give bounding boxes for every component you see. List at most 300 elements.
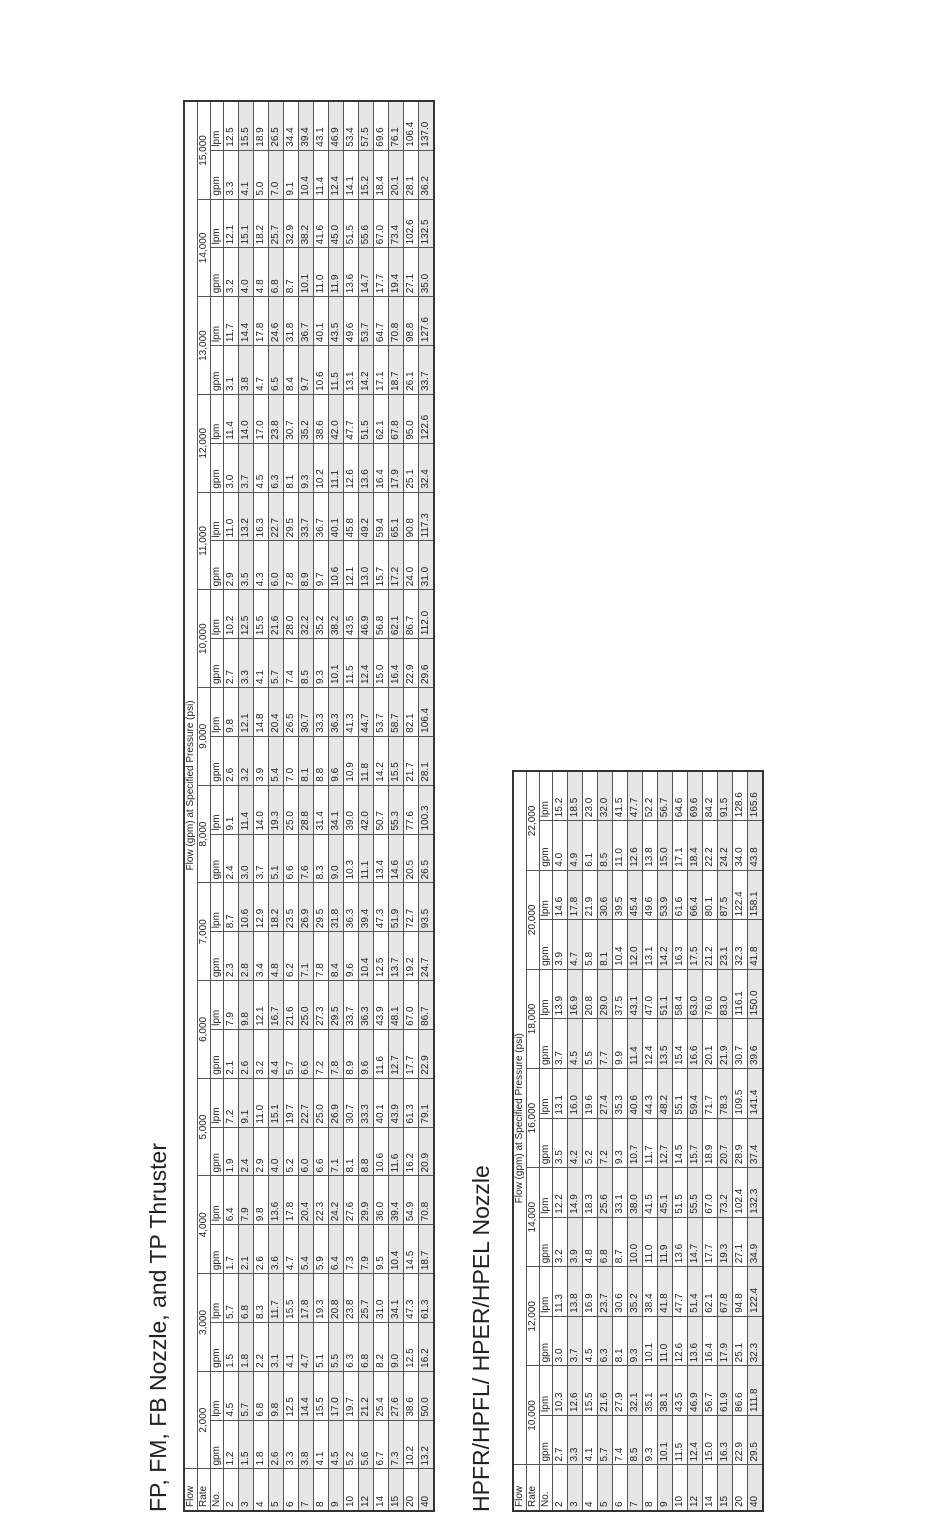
- flow-cell: 17.1: [673, 821, 688, 871]
- flow-cell: 5.7: [239, 1371, 254, 1420]
- flow-cell: 31.0: [419, 541, 435, 590]
- flow-cell: 55.6: [359, 199, 374, 248]
- flow-cell: 33.7: [344, 981, 359, 1030]
- flow-cell: 26.5: [284, 688, 299, 737]
- flow-cell: 26.5: [269, 101, 284, 150]
- flow-cell: 25.7: [269, 199, 284, 248]
- unit-gpm: gpm: [540, 1118, 553, 1168]
- flow-cell: 25.4: [374, 1371, 389, 1420]
- unit-gpm: gpm: [540, 920, 553, 970]
- flow-cell: 19.3: [718, 1217, 733, 1267]
- flow-cell: 30.6: [598, 870, 613, 920]
- flow-cell: 6.8: [598, 1217, 613, 1267]
- flow-cell: 7.2: [224, 1078, 239, 1127]
- flow-cell: 3.2: [239, 736, 254, 785]
- flow-cell: 46.9: [359, 590, 374, 639]
- flow-cell: 11.4: [628, 1019, 643, 1069]
- flow-cell: 36.2: [419, 150, 435, 199]
- flow-cell: 1.5: [239, 1420, 254, 1469]
- flow-cell: 14.9: [568, 1168, 583, 1218]
- flow-cell: 5.6: [359, 1420, 374, 1469]
- flow-cell: 47.0: [643, 969, 658, 1019]
- flow-cell: 8.1: [598, 920, 613, 970]
- flow-cell: 46.9: [688, 1366, 703, 1416]
- flow-cell: 7.9: [224, 981, 239, 1030]
- flow-cell: 9.0: [329, 834, 344, 883]
- flow-cell: 18.2: [254, 199, 269, 248]
- flow-cell: 38.4: [643, 1267, 658, 1317]
- flow-cell: 7.0: [284, 736, 299, 785]
- flow-cell: 12.4: [359, 639, 374, 688]
- flow-cell: 43.9: [374, 981, 389, 1030]
- flow-cell: 16.9: [568, 969, 583, 1019]
- flow-cell: 7.3: [389, 1420, 404, 1469]
- pressure-header: 15,000: [198, 101, 211, 199]
- flow-cell: 14.1: [344, 150, 359, 199]
- flow-cell: 51.5: [344, 199, 359, 248]
- flow-cell: 20.9: [419, 1127, 435, 1176]
- flow-cell: 98.8: [404, 297, 419, 346]
- flow-cell: 16.2: [404, 1127, 419, 1176]
- flow-cell: 1.7: [224, 1225, 239, 1274]
- flow-cell: 25.6: [598, 1168, 613, 1218]
- flow-cell: 52.2: [643, 771, 658, 821]
- flow-cell: 6.8: [269, 248, 284, 297]
- flow-cell: 122.6: [419, 394, 435, 443]
- flow-cell: 20.8: [329, 1274, 344, 1323]
- flow-cell: 27.3: [314, 981, 329, 1030]
- flow-cell: 7.8: [329, 1029, 344, 1078]
- flow-cell: 38.0: [628, 1168, 643, 1218]
- flow-cell: 12.5: [239, 590, 254, 639]
- flow-cell: 9.9: [613, 1019, 628, 1069]
- flow-cell: 14.4: [239, 297, 254, 346]
- flow-cell: 14.2: [359, 346, 374, 395]
- flow-cell: 34.0: [733, 821, 748, 871]
- flow-cell: 55.1: [673, 1069, 688, 1119]
- flow-cell: 10.1: [299, 248, 314, 297]
- flow-cell: 18.3: [583, 1168, 598, 1218]
- flow-cell: 10.3: [344, 834, 359, 883]
- flow-cell: 9.0: [389, 1322, 404, 1371]
- flow-cell: 8.1: [613, 1316, 628, 1366]
- pressure-header: 8,000: [198, 785, 211, 883]
- flow-cell: 6.4: [224, 1176, 239, 1225]
- unit-lpm: lpm: [211, 981, 224, 1030]
- pressure-header: 12,000: [198, 394, 211, 492]
- flow-cell: 30.6: [613, 1267, 628, 1317]
- flow-cell: 65.1: [389, 492, 404, 541]
- flow-cell: 165.6: [748, 771, 764, 821]
- flow-cell: 106.4: [419, 688, 435, 737]
- flow-cell: 39.6: [748, 1019, 764, 1069]
- flow-cell: 8.3: [254, 1274, 269, 1323]
- flow-cell: 69.6: [374, 101, 389, 150]
- table-row: [718, 771, 733, 1511]
- flow-cell: 15.5: [389, 736, 404, 785]
- flow-cell: 7.9: [239, 1176, 254, 1225]
- flow-cell: 14.4: [299, 1371, 314, 1420]
- flow-cell: 51.5: [359, 394, 374, 443]
- flow-cell: 7.9: [359, 1225, 374, 1274]
- flow-cell: 35.2: [314, 590, 329, 639]
- flow-cell: 10.2: [314, 443, 329, 492]
- flow-cell: 33.3: [314, 688, 329, 737]
- flow-cell: 7.1: [299, 932, 314, 981]
- flow-cell: 3.3: [224, 150, 239, 199]
- pressure-header: 10,000: [527, 1366, 540, 1465]
- flow-cell: 3.6: [269, 1225, 284, 1274]
- unit-lpm: lpm: [211, 199, 224, 248]
- flow-cell: 9.5: [374, 1225, 389, 1274]
- flow-cell: 12.0: [628, 920, 643, 970]
- flow-cell: 10.4: [389, 1225, 404, 1274]
- flow-cell: 8.9: [299, 541, 314, 590]
- flow-cell: 31.4: [314, 785, 329, 834]
- flow-cell: 19.7: [284, 1078, 299, 1127]
- flow-cell: 28.0: [284, 590, 299, 639]
- flow-cell: 7.2: [598, 1118, 613, 1168]
- flow-cell: 11.1: [329, 443, 344, 492]
- flow-cell: 11.5: [344, 639, 359, 688]
- flow-cell: 39.4: [389, 1176, 404, 1225]
- flow-cell: 20.1: [389, 150, 404, 199]
- flow-cell: 43.1: [314, 101, 329, 150]
- flow-cell: 13.2: [239, 492, 254, 541]
- flow-cell: 3.5: [239, 541, 254, 590]
- flow-cell: 16.0: [568, 1069, 583, 1119]
- flow-cell: 12.9: [254, 883, 269, 932]
- flow-cell: 9.3: [613, 1118, 628, 1168]
- flow-cell: 29.6: [419, 639, 435, 688]
- flow-cell: 83.0: [718, 969, 733, 1019]
- flow-cell: 27.1: [733, 1217, 748, 1267]
- flow-cell: 6.2: [284, 932, 299, 981]
- rate-number: 4: [583, 1465, 598, 1511]
- flow-cell: 34.1: [389, 1274, 404, 1323]
- flow-cell: 26.9: [299, 883, 314, 932]
- flow-cell: 14.0: [239, 394, 254, 443]
- flow-cell: 13.6: [673, 1217, 688, 1267]
- flow-cell: 3.0: [239, 834, 254, 883]
- flow-cell: 12.6: [628, 821, 643, 871]
- flow-cell: 17.7: [404, 1029, 419, 1078]
- flow-cell: 14.2: [374, 736, 389, 785]
- flow-cell: 35.1: [643, 1366, 658, 1416]
- flow-cell: 29.5: [284, 492, 299, 541]
- flow-table-fp-fm-fb: [183, 100, 435, 1512]
- unit-gpm: gpm: [211, 541, 224, 590]
- flow-cell: 29.5: [314, 883, 329, 932]
- flow-cell: 15.5: [583, 1366, 598, 1416]
- pressure-header: 22,000: [527, 771, 540, 870]
- flow-cell: 8.9: [344, 1029, 359, 1078]
- flow-cell: 20.7: [718, 1118, 733, 1168]
- flow-cell: 41.6: [314, 199, 329, 248]
- flow-cell: 9.3: [299, 443, 314, 492]
- flow-cell: 137.0: [419, 101, 435, 150]
- flow-cell: 4.7: [254, 346, 269, 395]
- table-row: [658, 771, 673, 1511]
- flow-cell: 31.0: [374, 1274, 389, 1323]
- flow-cell: 38.1: [658, 1366, 673, 1416]
- flow-cell: 17.0: [254, 394, 269, 443]
- rate-number: 14: [703, 1465, 718, 1511]
- flow-cell: 45.0: [329, 199, 344, 248]
- flow-cell: 3.0: [553, 1316, 568, 1366]
- flow-cell: 13.1: [643, 920, 658, 970]
- flow-cell: 49.6: [344, 297, 359, 346]
- flow-cell: 7.6: [299, 834, 314, 883]
- unit-gpm: gpm: [540, 821, 553, 871]
- flow-cell: 6.8: [254, 1371, 269, 1420]
- flow-cell: 77.6: [404, 785, 419, 834]
- flow-cell: 29.5: [748, 1415, 764, 1465]
- flow-cell: 64.6: [673, 771, 688, 821]
- flow-cell: 117.3: [419, 492, 435, 541]
- pressure-header: 18,000: [527, 969, 540, 1068]
- flow-cell: 45.8: [344, 492, 359, 541]
- flow-cell: 5.7: [224, 1274, 239, 1323]
- unit-gpm: gpm: [211, 150, 224, 199]
- flow-cell: 25.0: [284, 785, 299, 834]
- pressure-header: 12,000: [527, 1267, 540, 1366]
- flow-cell: 11.7: [224, 297, 239, 346]
- table-row: [239, 101, 254, 1511]
- flow-cell: 15.2: [359, 150, 374, 199]
- flow-cell: 57.5: [359, 101, 374, 150]
- flow-cell: 4.1: [583, 1415, 598, 1465]
- flow-cell: 47.3: [374, 883, 389, 932]
- rate-number: 6: [613, 1465, 628, 1511]
- flow-cell: 17.9: [389, 443, 404, 492]
- flow-cell: 71.7: [703, 1069, 718, 1119]
- flow-cell: 6.1: [583, 821, 598, 871]
- flow-cell: 11.6: [389, 1127, 404, 1176]
- flow-cell: 111.8: [748, 1366, 764, 1416]
- flow-cell: 41.5: [613, 771, 628, 821]
- flow-cell: 5.1: [269, 834, 284, 883]
- flow-cell: 28.8: [299, 785, 314, 834]
- flow-cell: 10.6: [239, 883, 254, 932]
- flow-cell: 43.9: [389, 1078, 404, 1127]
- pressure-header: 3,000: [198, 1274, 211, 1372]
- flow-cell: 41.3: [344, 688, 359, 737]
- flow-cell: 5.2: [284, 1127, 299, 1176]
- pressure-header: 4,000: [198, 1176, 211, 1274]
- flow-cell: 4.5: [568, 1019, 583, 1069]
- flow-cell: 87.5: [718, 870, 733, 920]
- flow-cell: 4.2: [568, 1118, 583, 1168]
- flow-cell: 17.0: [329, 1371, 344, 1420]
- unit-gpm: gpm: [540, 1217, 553, 1267]
- flow-cell: 11.9: [658, 1217, 673, 1267]
- flow-cell: 20.1: [703, 1019, 718, 1069]
- flow-cell: 2.6: [224, 736, 239, 785]
- flow-cell: 21.9: [583, 870, 598, 920]
- header-rate: Rate: [198, 1469, 211, 1511]
- flow-cell: 8.5: [598, 821, 613, 871]
- flow-cell: 53.9: [658, 870, 673, 920]
- flow-cell: 1.2: [224, 1420, 239, 1469]
- flow-cell: 8.8: [359, 1127, 374, 1176]
- flow-cell: 1.8: [239, 1322, 254, 1371]
- unit-lpm: lpm: [211, 1176, 224, 1225]
- header-no: No.: [540, 1465, 553, 1511]
- flow-cell: 25.0: [314, 1078, 329, 1127]
- flow-cell: 6.6: [299, 1029, 314, 1078]
- flow-cell: 2.8: [239, 932, 254, 981]
- table-row: [598, 771, 613, 1511]
- flow-cell: 8.4: [284, 346, 299, 395]
- flow-cell: 51.5: [673, 1168, 688, 1218]
- flow-cell: 59.4: [688, 1069, 703, 1119]
- flow-cell: 31.8: [329, 883, 344, 932]
- unit-gpm: gpm: [211, 1225, 224, 1274]
- flow-cell: 51.1: [658, 969, 673, 1019]
- rate-number: 6: [284, 1469, 299, 1511]
- flow-cell: 28.1: [419, 736, 435, 785]
- flow-cell: 11.0: [254, 1078, 269, 1127]
- pressure-header: 11,000: [198, 492, 211, 590]
- flow-cell: 15.7: [374, 541, 389, 590]
- flow-cell: 16.7: [269, 981, 284, 1030]
- flow-cell: 9.3: [628, 1316, 643, 1366]
- flow-cell: 3.9: [553, 920, 568, 970]
- flow-cell: 61.3: [404, 1078, 419, 1127]
- pressure-header: 10,000: [198, 590, 211, 688]
- flow-cell: 53.7: [374, 688, 389, 737]
- flow-cell: 34.1: [329, 785, 344, 834]
- rate-number: 15: [718, 1465, 733, 1511]
- rate-number: 4: [254, 1469, 269, 1511]
- flow-cell: 2.7: [553, 1415, 568, 1465]
- flow-cell: 62.1: [389, 590, 404, 639]
- table-row: [643, 771, 658, 1511]
- flow-cell: 14.7: [688, 1217, 703, 1267]
- flow-cell: 6.3: [269, 443, 284, 492]
- flow-cell: 8.5: [628, 1415, 643, 1465]
- flow-cell: 11.0: [314, 248, 329, 297]
- flow-cell: 47.7: [344, 394, 359, 443]
- flow-cell: 9.6: [329, 736, 344, 785]
- flow-cell: 13.6: [359, 443, 374, 492]
- flow-cell: 21.7: [404, 736, 419, 785]
- flow-cell: 51.4: [688, 1267, 703, 1317]
- flow-cell: 12.4: [643, 1019, 658, 1069]
- flow-cell: 12.6: [344, 443, 359, 492]
- flow-table-hpfr-hpel: [512, 770, 764, 1512]
- flow-cell: 30.7: [733, 1019, 748, 1069]
- rate-number: 8: [314, 1469, 329, 1511]
- flow-cell: 67.0: [374, 199, 389, 248]
- unit-lpm: lpm: [211, 590, 224, 639]
- flow-cell: 17.7: [374, 248, 389, 297]
- flow-cell: 8.7: [284, 248, 299, 297]
- flow-cell: 49.2: [359, 492, 374, 541]
- flow-cell: 30.7: [284, 394, 299, 443]
- flow-cell: 64.7: [374, 297, 389, 346]
- flow-cell: 12.5: [224, 101, 239, 150]
- rate-number: 5: [598, 1465, 613, 1511]
- flow-cell: 9.8: [269, 1371, 284, 1420]
- flow-cell: 38.6: [314, 394, 329, 443]
- table-row: [344, 101, 359, 1511]
- flow-cell: 19.4: [389, 248, 404, 297]
- flow-cell: 23.5: [284, 883, 299, 932]
- rate-number: 40: [419, 1469, 435, 1511]
- flow-cell: 14.6: [389, 834, 404, 883]
- flow-cell: 116.1: [733, 969, 748, 1019]
- flow-cell: 106.4: [404, 101, 419, 150]
- flow-cell: 8.7: [224, 883, 239, 932]
- flow-cell: 13.1: [344, 346, 359, 395]
- flow-cell: 5.2: [583, 1118, 598, 1168]
- unit-gpm: gpm: [540, 1019, 553, 1069]
- flow-cell: 19.3: [269, 785, 284, 834]
- pressure-header: 7,000: [198, 883, 211, 981]
- flow-cell: 13.6: [344, 248, 359, 297]
- flow-cell: 11.3: [553, 1267, 568, 1317]
- flow-cell: 42.0: [359, 785, 374, 834]
- flow-cell: 62.1: [703, 1267, 718, 1317]
- flow-cell: 9.8: [254, 1176, 269, 1225]
- unit-lpm: lpm: [540, 1069, 553, 1119]
- table-row: [419, 101, 435, 1511]
- flow-cell: 11.9: [329, 248, 344, 297]
- flow-cell: 18.7: [389, 346, 404, 395]
- flow-cell: 20.8: [583, 969, 598, 1019]
- flow-cell: 56.8: [374, 590, 389, 639]
- rate-number: 20: [733, 1465, 748, 1511]
- flow-cell: 5.8: [583, 920, 598, 970]
- flow-cell: 3.7: [553, 1019, 568, 1069]
- flow-cell: 23.8: [344, 1274, 359, 1323]
- flow-cell: 17.7: [703, 1217, 718, 1267]
- flow-cell: 17.8: [254, 297, 269, 346]
- unit-lpm: lpm: [540, 1366, 553, 1416]
- flow-cell: 5.9: [314, 1225, 329, 1274]
- flow-cell: 22.9: [404, 639, 419, 688]
- flow-cell: 12.1: [344, 541, 359, 590]
- rate-number: 2: [224, 1469, 239, 1511]
- flow-cell: 27.6: [389, 1371, 404, 1420]
- flow-cell: 22.2: [703, 821, 718, 871]
- flow-cell: 8.7: [613, 1217, 628, 1267]
- flow-cell: 19.3: [314, 1274, 329, 1323]
- flow-cell: 21.6: [269, 590, 284, 639]
- flow-cell: 17.9: [718, 1316, 733, 1366]
- flow-cell: 11.6: [374, 1029, 389, 1078]
- flow-cell: 8.4: [329, 932, 344, 981]
- flow-cell: 21.2: [703, 920, 718, 970]
- flow-cell: 22.3: [314, 1176, 329, 1225]
- rate-number: 20: [404, 1469, 419, 1511]
- flow-cell: 13.7: [389, 932, 404, 981]
- flow-cell: 16.3: [254, 492, 269, 541]
- flow-cell: 12.7: [658, 1118, 673, 1168]
- flow-cell: 14.6: [553, 870, 568, 920]
- unit-gpm: gpm: [211, 1322, 224, 1371]
- table-row: [299, 101, 314, 1511]
- flow-cell: 53.7: [359, 297, 374, 346]
- flow-cell: 19.2: [404, 932, 419, 981]
- flow-cell: 14.7: [359, 248, 374, 297]
- flow-cell: 6.6: [284, 834, 299, 883]
- flow-cell: 70.8: [389, 297, 404, 346]
- flow-cell: 61.3: [419, 1274, 435, 1323]
- flow-cell: 1.5: [224, 1322, 239, 1371]
